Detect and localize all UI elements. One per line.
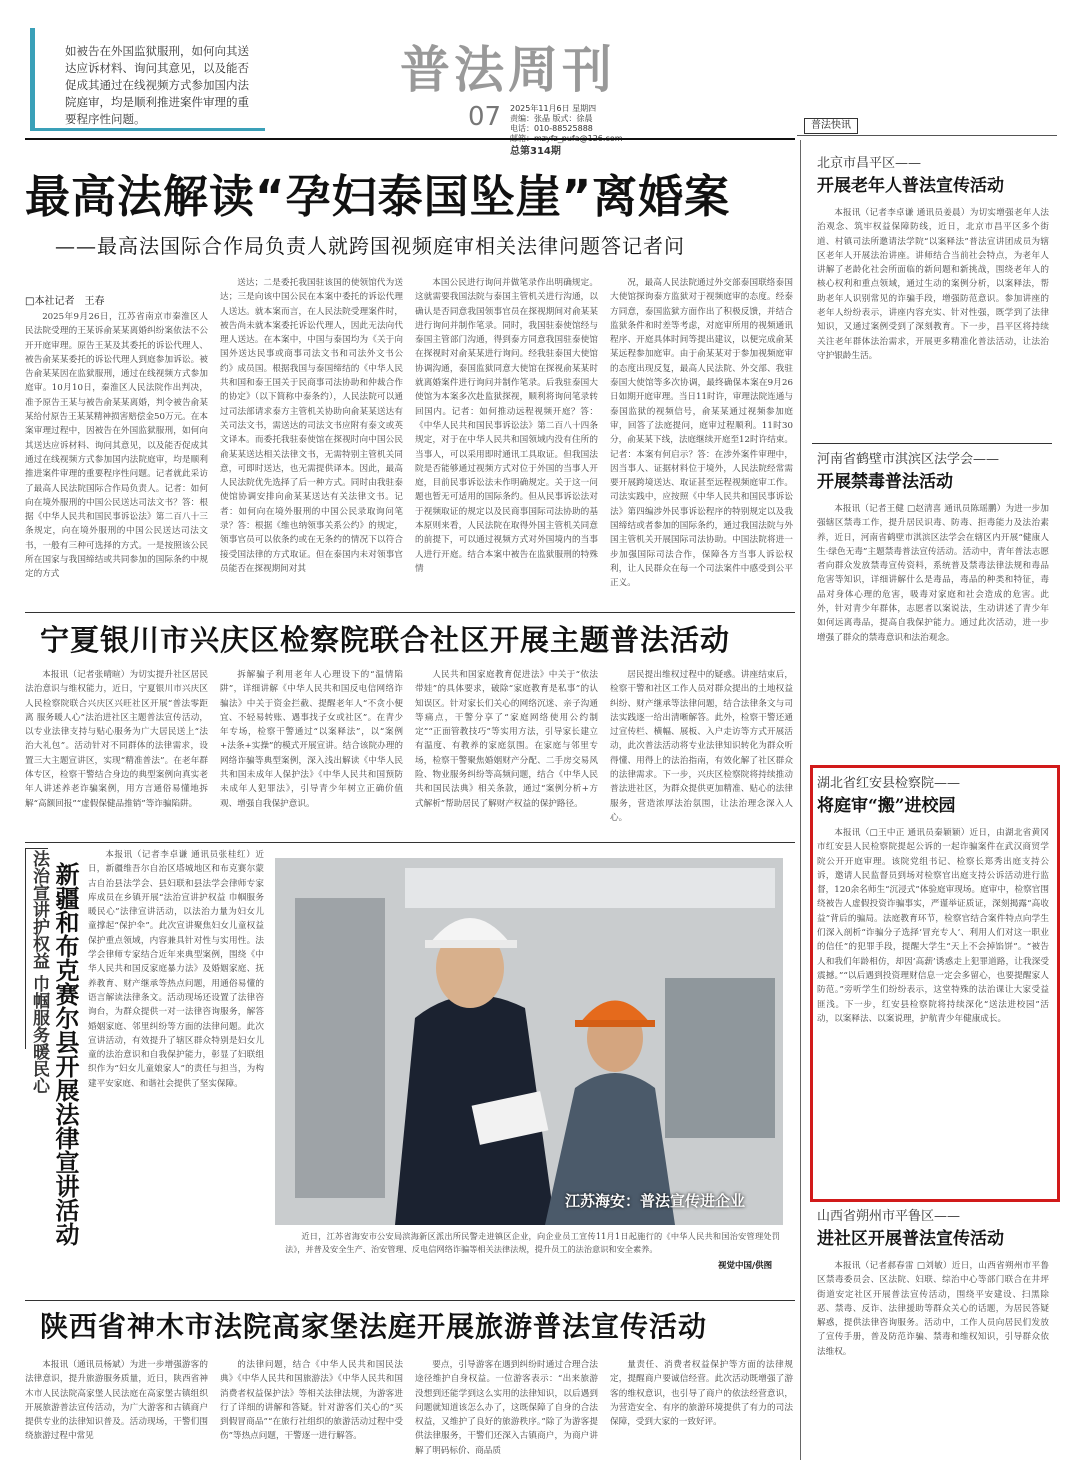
teaser-box	[30, 28, 265, 131]
paragraph: 况，最高人民法院通过外交部泰国联络泰国大使馆探询泰方监狱对于视频庭审的态度。经泰方同意，泰国监狱方面作出了积极反馈，并结合监狱条件和时差等考虑，对庭审所用的视频通讯程序、开庭具体时间等提出建议，以便完成俞某某远程参加庭审。由于俞某某对于参加视频庭审的态度出现反复，最高人民法院、外交部、我驻泰国大使馆等多次协调，最终确保本案在9月26日如期开庭审理。当日11时许，审理法院连通与泰国监狱的视频信号，俞某某通过视频参加庭审，回答了法庭提问，庭审过程顺利。11时30分，俞某某下线，法庭继续开庭至12时许结束。记者：本案有何启示？答：在涉外案件审理中，因当事人、证据材料位于境外，人民法院经常需要开展跨境送达、取证甚至远程视频庭审工作。司法实践中，应按照《中华人民共和国民事诉讼法》第四编涉外民事诉讼程序的特别规定以及我国缔结或者参加的国际条约，通过我国法院与外国主管机关开展国际司法协助。中国法院将进一步加强国际司法合作，保障各方当事人诉讼权利，让人民群众在每一个司法案件中感受到公平正义。	[610, 278, 793, 589]
paragraph: 本报讯（记者张晴暄）为切实提升社区居民法治意识与维权能力，近日，宁夏银川市兴庆区人民检察院联合兴庆区兴旺社区开展“普法零距离 服务暖人心”法治进社区主题普法宣传活动，以专业法律支持与贴心服务为广大居民送上“法治大礼包”。活动针对不同群体的法律需求，设置三大主题宣讲区，实现“精准普法”。在老年群体专区，检察干警结合身边的典型案例向真实老年人讲述养老诈骗案例，用方言通俗易懂地拆解“高额回报”“虚假保健品推销”等诈骗陷阱。	[25, 670, 208, 809]
paragraph: 本国公民进行询问并做笔录作出明确规定。这就需要我国法院与泰国主管机关进行沟通，以确认是否同意我国领事官员在探视期间对俞某某进行询问并制作笔录。同时，我国驻泰使馆经与泰国主管部门沟通，得到泰方同意我国驻泰使馆在探视时对俞某某进行询问。经我驻泰国大使馆协调沟通，泰国监狱同意大使馆在探视俞某某时就离婚案件进行询问并制作笔录。后我驻泰国大使馆为本案多次赴监狱探视，顺利将询问笔录转回国内。记者：如何推动远程视频开庭？答：《中华人民共和国民事诉讼法》第二百八十四条规定，对于在中华人民共和国领域内没有住所的当事人，可以采用即时通讯工具取证。但我国法院是否能够通过视频方式对位于外国的当事人开庭，目前民事诉讼法未作明确规定。关于这一问题也暂无可适用的国际条约。但从民事诉讼法对于视频取证的规定以及民商事国际司法协助的基本原则来看，人民法院在取得外国主管机关同意的前提下，可以通过视频方式对外国境内的当事人进行开庭。结合本案中被告在监狱服刑的特殊情	[415, 278, 598, 574]
ningxia-column-2	[220, 668, 403, 838]
right-story-kicker: 湖北省红安县检察院——	[817, 776, 961, 791]
paragraph: 本报讯（记者李卓谦 通讯员张桂红）近日，新疆维吾尔自治区塔城地区和布克赛尔蒙古自治县法学会、县妇联和县法学会律师专家库成员在乡镇开展“法治宣讲护权益 巾帼服务暖民心”法律宣讲活动，以法治力量为妇女儿童撑起“保护伞”。此次宣讲聚焦妇女儿童权益保护重点领域，内容兼具针对性与实用性。法学会律师专家结合近年来典型案例，围绕《中华人民共和国反家庭暴力法》及婚姻家庭、抚养教育、财产继承等热点问题，用通俗易懂的语言解读法律条文。活动现场还设置了法律咨询台，为群众提供一对一法律咨询服务，解答婚姻家庭、邻里纠纷等方面的法律问题。此次宣讲活动，有效提升了辖区群众特别是妇女儿童的法治意识和自我保护能力，彰显了妇联组织作为“妇女儿童娘家人”的责任与担当，为构建平安家庭、和谐社会提供了坚实保障。	[88, 850, 264, 1089]
main-headline: 最高法解读“孕妇泰国坠崖”离婚案	[25, 170, 731, 223]
main-column-1	[25, 310, 208, 610]
shaanxi-column-4	[610, 1358, 793, 1458]
right-story-title: 进社区开展普法宣传活动	[817, 1229, 1004, 1249]
right-story-kicker: 山西省朔州市平鲁区——	[817, 1209, 961, 1224]
right-story-body	[817, 206, 1049, 444]
meta-line: 电话：010-88525888	[510, 124, 593, 133]
photo-overlay-text: 江苏海安：普法宣传进企业	[565, 1192, 746, 1210]
page-number: 07	[468, 102, 502, 132]
section-tag: 普法快讯	[804, 118, 858, 134]
paragraph: 人民共和国家庭教育促进法》中关于“依法带娃”的具体要求，破除“家庭教育是私事”的认知误区。针对家长们关心的网络沉迷、亲子沟通等痛点，干警分享了“家庭网络使用公约制定”“正面管教技巧”等实用方法，引导家长建立有温度、有教养的家庭氛围。在家庭与邻里专场，检察干警聚焦婚姻财产分配、二手房交易风险、物业服务纠纷等高频问题，结合《中华人民共和国民法典》相关条款，通过“案例分析+方式解析”帮助居民了解财产权益的保护路径。	[415, 670, 598, 809]
xinjiang-column	[88, 848, 264, 1288]
right-story-body	[817, 502, 1049, 757]
paragraph: 拆解骗子利用老年人心理设下的“温情陷阱”，详细讲解《中华人民共和国反电信网络诈骗法》中关于资金拦截、提醒老年人“不贪小便宜、不轻易转账、遇事找子女或社区”。在青少年专场，检察干警通过“以案释法”，以“案例+法条+实操”的模式开展宣讲。结合该院办理的网络诈骗等典型案例，深入浅出解读《中华人民共和国未成年人保护法》《中华人民共和国预防未成年人犯罪法》，引导青少年树立正确价值观、增强自我保护意识。	[220, 670, 403, 809]
right-story-2	[817, 448, 1049, 757]
main-column-2	[220, 276, 403, 610]
paragraph: 的法律问题，结合《中华人民共和国民法典》《中华人民共和国旅游法》《中华人民共和国消费者权益保护法》等相关法律法规，为游客进行了详细的讲解和答疑。针对游客们关心的“买到假冒商品”“在旅行社组织的旅游活动过程中受伤”等热点问题，干警逐一进行解答。	[220, 1360, 403, 1442]
right-story-title: 开展禁毒普法活动	[817, 472, 953, 492]
paragraph: 本报讯（记者王健 □赵清喜 通讯员陈瑶鹏）为进一步加强辖区禁毒工作，提升居民识毒、防毒、拒毒能力及法治素养，近日，河南省鹤壁市淇滨区法学会在辖区内开展“健康人生·绿色无毒”主题禁毒普法宣传活动。活动中，青年普法志愿者向群众发放禁毒宣传资料，系统普及禁毒法律法规和毒品危害等知识，详细讲解什么是毒品，毒品的种类和特征，毒品对身体心理的危害，吸毒对家庭和社会造成的危害。此外，针对青少年群体，志愿者以案说法，生动讲述了青少年如何远离毒品，提高自我保护能力。通过此次活动，进一步增强了群众的禁毒意识和法治观念。	[817, 504, 1049, 643]
right-story-title: 开展老年人普法宣传活动	[817, 176, 1004, 196]
photo-credit: 视觉中国/供图	[718, 1261, 773, 1271]
shaanxi-column-2	[220, 1358, 403, 1458]
right-story-1	[817, 152, 1049, 444]
shaanxi-column-3	[415, 1358, 598, 1458]
paragraph: 本报讯（通讯员杨斌）为进一步增强游客的法律意识，提升旅游服务质量，近日，陕西省神木市人民法院高家堡人民法庭在高家堡古镇组织开展旅游普法宣传活动，为广大游客和古镇商户提供专业的法律知识普及。活动现场，干警们围绕旅游过程中常见	[25, 1360, 208, 1442]
right-rule	[797, 135, 1057, 136]
divider	[25, 612, 795, 613]
issue-number: 总第314期	[510, 146, 561, 157]
main-column-3	[415, 276, 598, 610]
photo-caption	[285, 1230, 780, 1260]
right-story-kicker: 河南省鹤壁市淇滨区法学会——	[817, 452, 1000, 467]
paragraph: 2025年9月26日，江苏省南京市秦淮区人民法院受理的王某诉俞某某离婚纠纷案依法不公开开庭审理。原告王某及其委托的诉讼代理人、被告俞某某委托的诉讼代理人到庭参加诉讼。被告俞某某因在监狱服刑，通过在线视频方式参加庭审。10月10日，秦淮区人民法院作出判决，准予原告王某与被告俞某某离婚，判令被告俞某某给付原告王某某精神损害赔偿金50万元。在本案审理过程中，因被告在外国监狱服刑，如何向其送达应诉材料、询问其意见，以及能否促成其通过在线视频方式参加国内法院庭审，均是顺利推进案件审理的重要程序性问题。记者就此采访了最高人民法院国际合作局负责人。记者：如何向在境外服刑的中国公民送达司法文书？答：根据《中华人民共和国民事诉讼法》第二百八十三条规定，向在境外服刑的中国公民送达司法文书，一般有三种可选择的方式。一是按照该公民所在国家与我国缔结或共同参加的国际条约中规定的方式	[25, 312, 208, 580]
right-story-4	[817, 1205, 1049, 1459]
xinjiang-kicker: 法治宣讲护权益 巾帼服务暖民心	[29, 850, 49, 1094]
right-story-kicker: 北京市昌平区——	[817, 156, 922, 171]
meta-line: 责编：张晶 版式：徐晨	[510, 114, 593, 123]
right-story-body	[817, 1259, 1049, 1459]
shaanxi-headline: 陕西省神木市法院高家堡法庭开展旅游普法宣传活动	[40, 1310, 708, 1343]
main-byline: □本社记者 王春	[25, 296, 105, 307]
paragraph: 本报讯（记者李卓谦 通讯员姜晨）为切实增强老年人法治观念、筑牢权益保障防线，近日，北京市昌平区多个街道、村镇司法所邀请法学院“以案释法”普法宣讲团成员为辖区老年人开展法治讲座。讲师结合当前社会特点，为老年人讲解了老龄化社会所面临的新问题和新挑战，围绕老年人的核心权利和重点领域，通过生动的案例分析，以案释法，帮助老年人识别常见的诈骗手段，增强防范意识。参加讲座的老年人纷纷表示，讲座内容充实、针对性强，既学到了法律知识，又通过案例受到了深刻教育。下一步，昌平区将持续关注老年群体法治需求，开展更多精准化普法活动，让法治守护银龄生活。	[817, 208, 1049, 361]
right-story-3	[817, 772, 1049, 1186]
xinjiang-title: 新疆和布克赛尔县开展法律宣讲活动	[51, 862, 80, 1246]
ningxia-headline: 宁夏银川市兴庆区检察院联合社区开展主题普法活动	[40, 623, 731, 657]
column-rule	[800, 140, 801, 1460]
meta-line: 2025年11月6日 星期四	[510, 104, 597, 113]
main-column-4	[610, 276, 793, 610]
divider	[25, 842, 795, 843]
paragraph: 量责任、消费者权益保护等方面的法律规定，提醒商户要诚信经营。此次活动既增强了游客的维权意识，也引导了商户的依法经营意识，为营造安全、有序的旅游环境提供了有力的司法保障，受到大家的一致好评。	[610, 1360, 793, 1428]
right-story-title: 将庭审“搬”进校园	[817, 796, 956, 816]
ningxia-column-4	[610, 668, 793, 838]
paragraph: 本报讯（□王中正 通讯员秦颖颖）近日，由湖北省黄冈市红安县人民检察院提起公诉的一起诈骗案件在武汉商贸学院公开开庭审理。该院党组书记、检察长郑秀出庭支持公诉，邀请人民监督员到场对检察官出庭支持公诉活动进行监督，120余名师生“沉浸式”体验庭审现场。庭审中，检察官围绕被告人虚假投资诈骗事实，严谨举证质证，深刻揭露“高收益”背后的骗局。法庭教育环节，检察官结合案件特点向学生们深入剖析“诈骗分子选择‘冒充专人’、利用人们对这一职业的信任”的犯罪手段，提醒大学生“天上不会掉馅饼”。“被告人和我们年龄相仿，却因‘高薪’诱惑走上犯罪道路，让我深受震撼。”“以后遇到投资理财信息一定会多留心，也要提醒家人防范。”旁听学生们纷纷表示，这堂特殊的法治课让大家受益匪浅。下一步，红安县检察院将持续深化“送法进校园”活动，以案释法、以案说理，护航青少年健康成长。	[817, 828, 1049, 1024]
paragraph: 本报讯（记者郝春雷 □刘敏）近日，山西省朔州市平鲁区禁毒委员会、区法院、妇联、综治中心等部门联合在井坪街道安定社区开展普法宣传活动，围绕平安建设、扫黑除恶、禁毒、反诈、法律援助等群众关心的话题，为居民答疑解惑，提供法律咨询服务。活动中，工作人员向居民们发放了宣传手册，普及防范诈骗、禁毒和维权知识，引导群众依法维权。	[817, 1261, 1049, 1357]
right-story-body	[817, 826, 1049, 1186]
header-rule	[25, 138, 795, 140]
ningxia-column-1	[25, 668, 208, 838]
main-subhead: ——最高法国际合作局负责人就跨国视频庭审相关法律问题答记者问	[55, 234, 685, 258]
caption-text: 近日，江苏省海安市公安局滨海新区派出所民警走进镇区企业，向企业员工宣传11月1日起施行的《中华人民共和国治安管理处罚法》，并普及安全生产、治安管理、反电信网络诈骗等相关法律法规，提升员工的法治意识和安全素养。	[285, 1231, 780, 1254]
ningxia-column-3	[415, 668, 598, 838]
teaser-text: 如被告在外国监狱服刑，如何向其送达应诉材料、询问其意见，以及能否促成其通过在线视频方式参加国内法院庭审，均是顺利推进案件审理的重要程序性问题。	[65, 44, 249, 126]
divider	[812, 443, 1052, 444]
shaanxi-column-1	[25, 1358, 208, 1458]
divider	[25, 1300, 795, 1301]
masthead: 普法周刊	[400, 40, 616, 99]
paragraph: 居民提出维权过程中的疑惑。讲座结束后，检察干警和社区工作人员对群众提出的土地权益纠纷、财产继承等法律问题，结合法律条文与司法实践逐一给出清晰解答。此外，检察干警还通过宣传栏、横幅、展板、入户走访等方式开展活动，此次普法活动将专业法律知识转化为群众听得懂、用得上的法治指南，有效化解了社区群众的法律需求。下一步，兴庆区检察院将持续推动普法进社区，为群众提供更加精准、贴心的法律服务，营造浓厚法治氛围，让法治理念深入人心。	[610, 670, 793, 823]
paragraph: 送达；二是委托我国驻该国的使领馆代为送达；三是向该中国公民在本案中委托的诉讼代理人送达。就本案而言，在人民法院受理案件时，被告尚未就本案委托诉讼代理人，因此无法向代理人送达。在本案中，中国与泰国均为《关于向国外送达民事或商事司法文书和司法外文书公约》成员国。根据我国与泰国缔结的《中华人民共和国和泰王国关于民商事司法协助和仲裁合作的协定》（以下简称中泰条约），人民法院可以通过司法部请求泰方主管机关协助向俞某某送达有关司法文书，需送达的司法文书应附有泰文或英文译本。而委托我驻泰使馆在探视时向中国公民俞某某送达相关法律文书，无需特别主管机关同意，可即时送达，也无需提供译本。因此，最高人民法院优先选择了后一种方式。同时由我驻泰使馆协调安排向俞某某送达有关法律文书。记者：如何向在境外服刑的中国公民录取询问笔录？答：根据《维也纳领事关系公约》的规定，领事官员可以依条约或在无条约的情况下以符合接受国法律的方式取证。但在泰国内未对领事官员能否在探视期间对其	[220, 278, 403, 574]
news-photo	[275, 858, 783, 1225]
photo-illustration	[275, 858, 783, 1225]
paragraph: 要点，引导游客在遇到纠纷时通过合理合法途径维护自身权益。一位游客表示：“出来旅游没想到还能学到这么实用的法律知识，以后遇到问题就知道该怎么办了，这既保障了自身的合法权益，又维护了良好的旅游秩序。”除了为游客提供法律服务，干警们还深入古镇商户，为商户讲解了明码标价、商品质	[415, 1360, 598, 1456]
